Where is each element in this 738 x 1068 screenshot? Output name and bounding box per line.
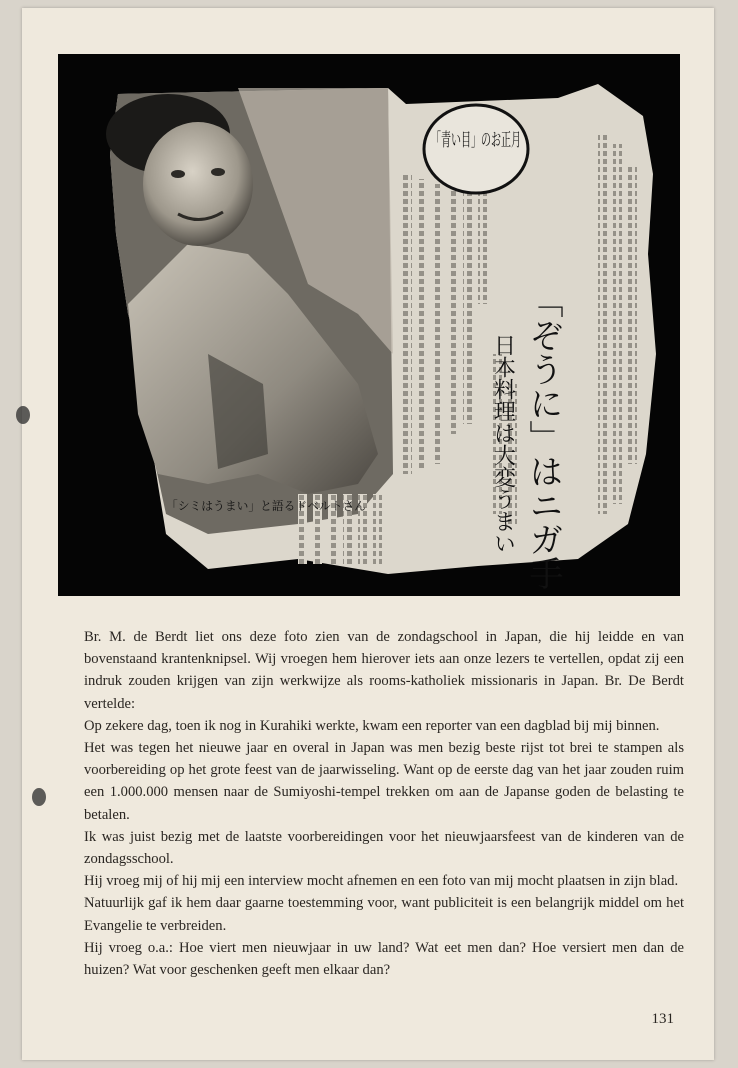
article-text [84,626,684,981]
paragraph: Natuurlijk gaf ik hem daar gaarne toestemming voor, want publiciteit is een belangrijk middel om het Evangelie te verbreiden. [84,895,684,934]
headline-box-text: 「青い目」のお正月 [431,130,521,151]
binding-hole [32,788,46,806]
page-number: 131 [651,1011,674,1027]
headline-main: 「ぞうに」はニガ手 [523,284,563,590]
binding-hole [16,406,30,424]
book-page [22,8,714,1060]
paragraph: Hij vroeg o.a.: Hoe viert men nieuwjaar in uw land? Wat eet men dan? Hoe versiert men dan de huizen? Wat voor geschenken geeft men elkaar dan? [84,939,684,979]
photo-caption: 「シミはうまい」と語るドベルトさん [166,499,366,513]
paragraph: Op zekere dag, toen ik nog in Kurahiki werkte, kwam een reporter van een dagblad bij mij binnen. [84,717,660,734]
newspaper-clipping-photo [58,54,680,596]
clipping-illustration [58,54,680,596]
paragraph: Ik was juist bezig met de laatste voorbereidingen voor het nieuwjaarsfeest van de kinderen van de zondagsschool. [84,828,684,868]
paragraph: Het was tegen het nieuwe jaar en overal in Japan was men bezig beste rijst tot brei te stampen als voorbereiding op het grote feest van de jaarwisseling. Want op de eerste dag van het jaar zouden ruim een 1.000.000 mensen naar de Sumiyoshi-tempel trekken om aan de Japanse goden de belasting te betalen. [84,740,684,823]
paragraph: Br. M. de Berdt liet ons deze foto zien van de zondagschool in Japan, die hij leidde en van bovenstaand krantenknipsel. Wij vroegen hem hierover iets aan onze lezers te vertellen, opdat zij een indruk zouden krijgen van zijn werkwijze als rooms-katholiek missionaris in Japan. Br. De Berdt vertelde: [84,629,684,712]
paragraph: Hij vroeg mij of hij mij een interview mocht afnemen en een foto van mij mocht plaatsen in zijn blad. [84,873,679,890]
headline-sub: 日本料理は大変うまい [490,334,516,554]
